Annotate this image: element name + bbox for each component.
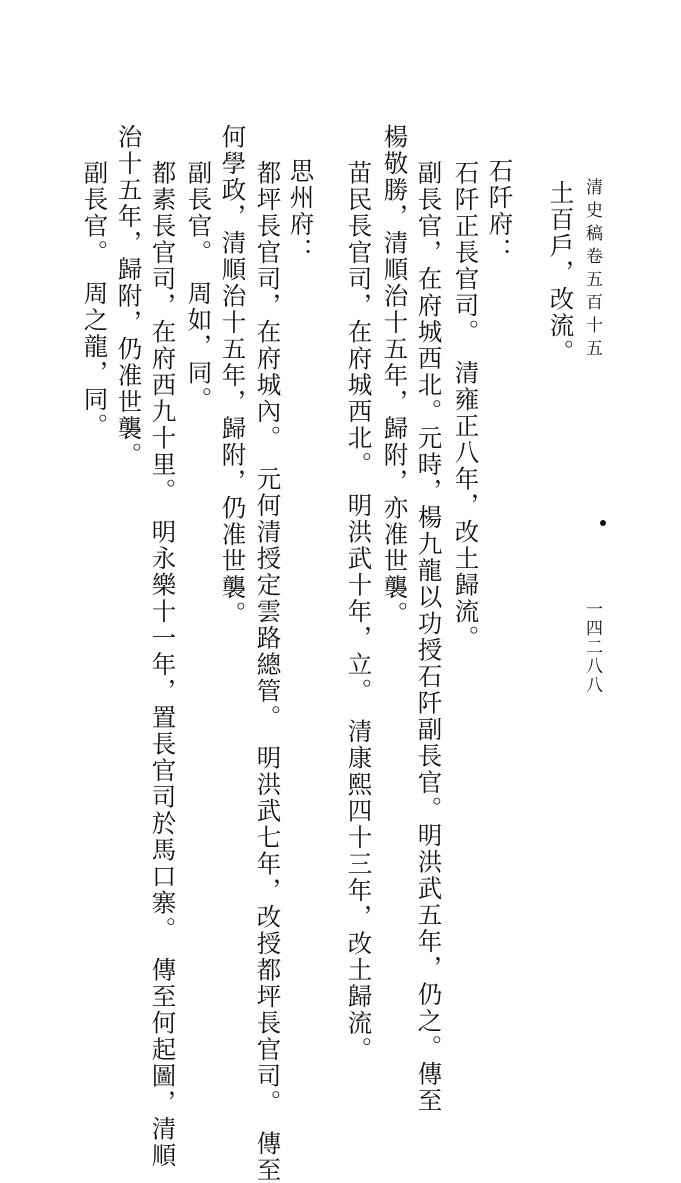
- text-column-12: 治十五年，歸附，仍准世襲。: [114, 124, 144, 469]
- ink-dot: [600, 520, 606, 526]
- running-header: 清史稿卷五百十五: [582, 178, 602, 362]
- text-column-9: 何學政，清順治十五年，歸附，仍准世襲。: [218, 124, 248, 628]
- text-column-4: 副長官，在府城西北。元時，楊九龍以功授石阡副長官。明洪武五年，仍之。傳至: [414, 160, 444, 1114]
- text-column-11: 都素長官司，在府西九十里。 明永樂十一年，置長官司於馬口寨。 傳至何起圖，清順: [148, 160, 178, 1169]
- text-column-8: 都坪長官司，在府城內。 元何清授定雲路總管。 明洪武七年，改授都坪長官司。 傳至: [253, 160, 283, 1183]
- text-column-5: 楊敬勝，清順治十五年，歸附，亦准世襲。: [380, 124, 410, 628]
- text-column-6: 苗民長官司，在府城西北。 明洪武十年，立。 清康熙四十三年，改土歸流。: [344, 160, 374, 1063]
- text-column-10: 副長官。 周如，同。: [184, 160, 214, 413]
- section-heading-shiqian: 石阡府：: [485, 158, 515, 264]
- text-column-3: 石阡正長官司。 清雍正八年，改土歸流。: [451, 160, 481, 652]
- text-column-13: 副長官。 周之龍，同。: [80, 160, 110, 440]
- page-number: 一四二八八: [582, 600, 602, 695]
- text-column-1: 土百戶，改流。: [546, 180, 576, 366]
- section-heading-sizhou: 思州府：: [286, 158, 316, 264]
